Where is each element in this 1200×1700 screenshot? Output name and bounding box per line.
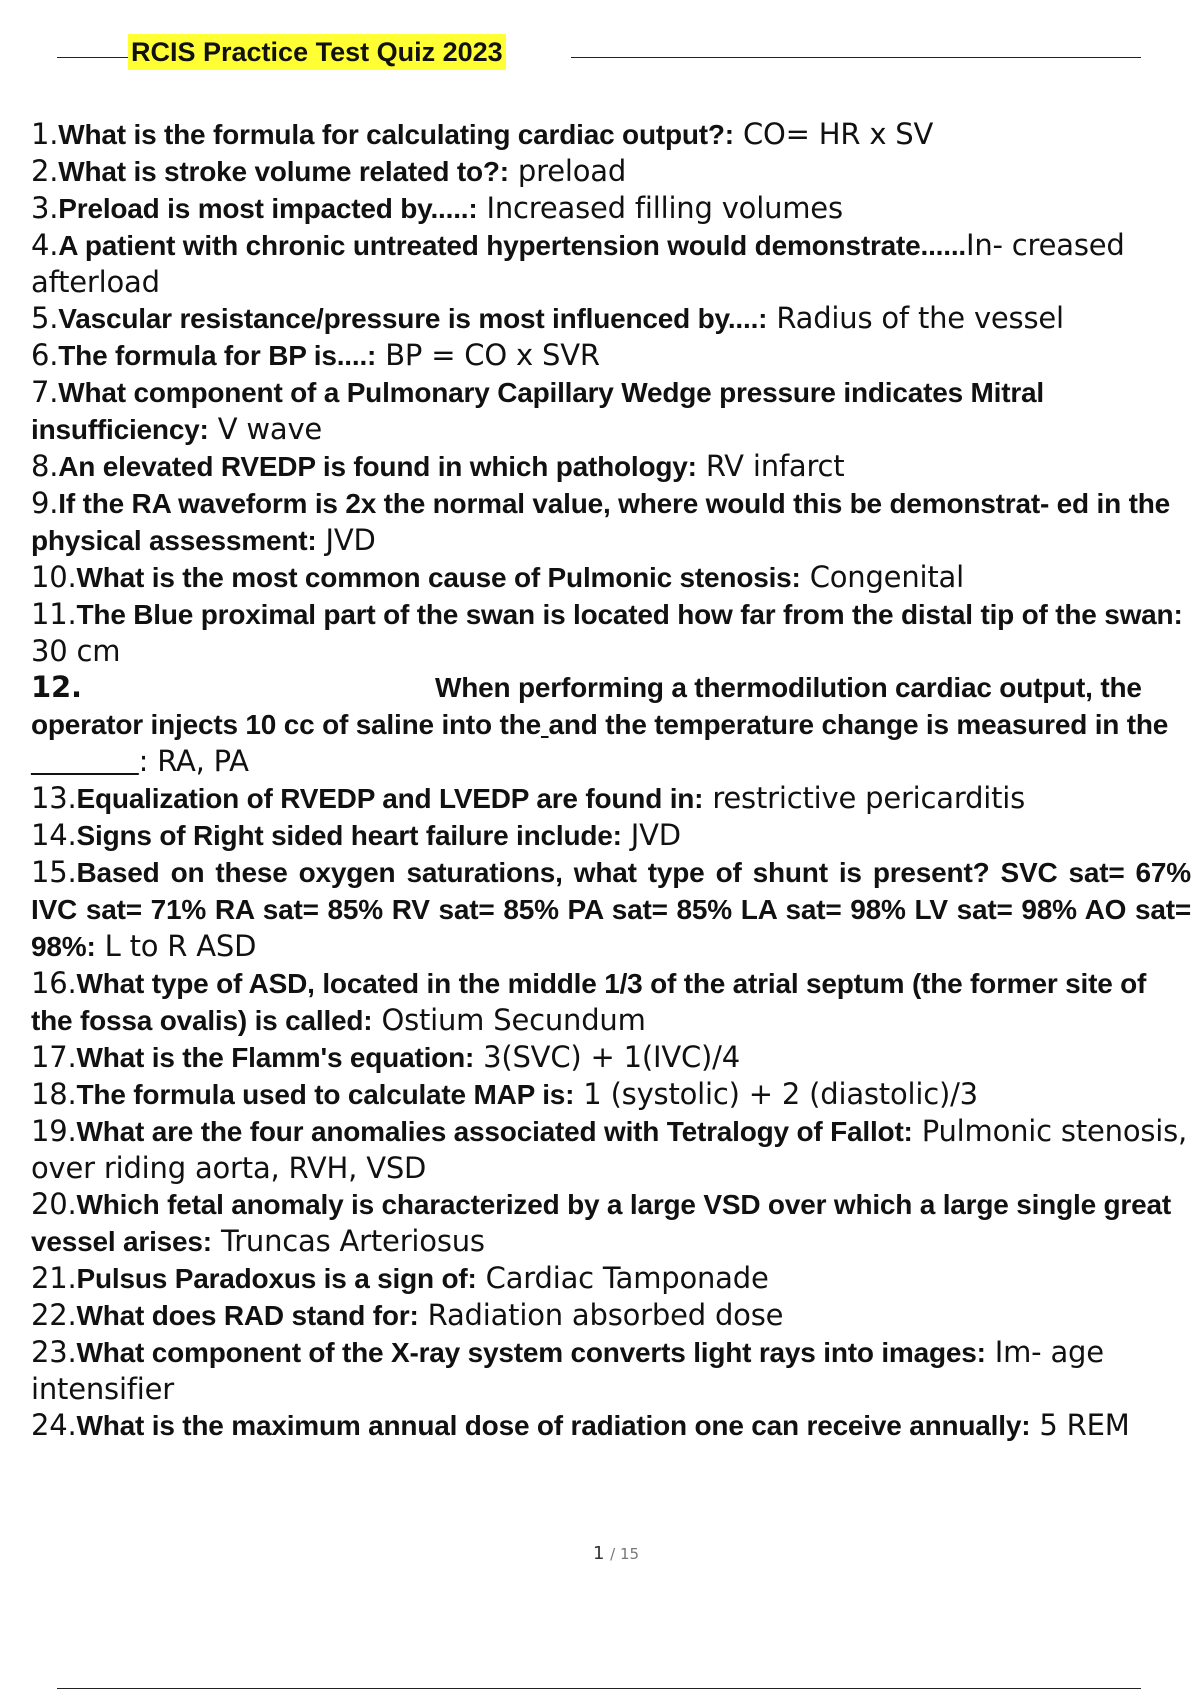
answer-text: Truncas Arteriosus [211,1224,485,1258]
answer-text: 30 cm [31,634,121,668]
question-number: 4. [31,228,59,262]
question-number: 12. [31,670,82,704]
question-text: The formula used to calculate MAP is: [76,1079,575,1110]
question-number: 3. [31,191,59,225]
question-number: 18. [31,1077,77,1111]
page-current: 1 [592,1543,605,1564]
answer-text: 1 (systolic) + 2 (diastolic)/3 [574,1077,978,1111]
answer-text: JVD [316,523,376,557]
answer-text: 5 REM [1030,1408,1130,1442]
question-number: 20. [31,1187,77,1221]
question-text: When performing a thermodilution cardiac output, the operator injects 10 cc of saline into the [31,672,1142,740]
question-item-8 [31,448,1191,485]
answer-text: Im- age intensifier [31,1335,1104,1406]
answer-text: : RA, PA [138,744,249,778]
question-item-20 [31,1186,1191,1260]
question-text-continued: and the temperature change is measured in the [548,709,1169,740]
question-item-9 [31,485,1191,559]
question-text: Which fetal anomaly is characterized by a large VSD over which a large single great vessel arises: [31,1189,1171,1257]
question-item-4 [31,227,1191,300]
question-text: What is stroke volume related to?: [58,156,509,187]
answer-text: Ostium Secundum [372,1003,646,1037]
question-item-12 [31,669,1191,780]
question-number: 8. [31,449,59,483]
title-rule-right [571,57,1141,58]
question-text: What component of a Pulmonary Capillary Wedge pressure indicates Mitral insufficiency: [31,377,1045,445]
question-text: What is the formula for calculating cardiac output?: [58,119,734,150]
question-item-1 [31,116,1191,153]
answer-text: Radius of the vessel [767,301,1064,335]
answer-text: In- creased afterload [31,228,1125,299]
question-number: 14. [31,818,77,852]
question-text: What does RAD stand for: [76,1300,419,1331]
question-text: Equalization of RVEDP and LVEDP are found in: [76,783,704,814]
question-item-18 [31,1076,1191,1113]
answer-blank [541,709,549,740]
question-number: 19. [31,1114,77,1148]
question-number: 16. [31,966,77,1000]
question-text: An elevated RVEDP is found in which pathology: [58,451,697,482]
answer-text: BP = CO x SVR [376,338,600,372]
question-item-5 [31,300,1191,337]
question-text: A patient with chronic untreated hypertension would demonstrate...... [58,230,966,261]
answer-text: Congenital [800,560,964,594]
answer-text: preload [508,154,627,188]
answer-text: RV infarct [696,449,845,483]
question-text: Signs of Right sided heart failure include: [76,820,622,851]
answer-blank: _______ [31,746,139,777]
question-text: The Blue proximal part of the swan is located how far from the distal tip of the swan: [76,599,1183,630]
question-text: The formula for BP is....: [58,340,377,371]
question-item-17 [31,1039,1191,1076]
question-text: If the RA waveform is 2x the normal value, where would this be demonstrat- ed in the physical assessment: [31,488,1170,556]
footer-rule [57,1688,1141,1689]
question-item-21 [31,1260,1191,1297]
question-text: Vascular resistance/pressure is most influenced by....: [58,303,768,334]
answer-text: V wave [208,412,323,446]
question-number: 22. [31,1298,77,1332]
answer-text: L to R ASD [95,929,257,963]
title-rule-left [57,57,129,58]
question-number: 9. [31,486,59,520]
question-number: 5. [31,301,59,335]
question-item-24 [31,1407,1191,1444]
question-item-3 [31,190,1191,227]
answer-text: 3(SVC) + 1(IVC)/4 [474,1040,740,1074]
question-number: 21. [31,1261,77,1295]
question-text: What type of ASD, located in the middle 1/3 of the atrial septum (the former site of the fossa ovalis) is called: [31,968,1147,1036]
document-title: RCIS Practice Test Quiz 2023 [128,34,506,70]
question-item-15 [31,854,1191,965]
question-text: Pulsus Paradoxus is a sign of: [76,1263,477,1294]
question-number: 6. [31,338,59,372]
question-item-16 [31,965,1191,1039]
question-text: Based on these oxygen saturations, what type of shunt is present? SVC sat= 67% IVC sat= 71% RA sat= 85% RV sat= 85% PA sat= 85% LA sat= 98% LV sat= 98% AO sat= 98%: [31,857,1191,962]
question-item-11 [31,596,1191,669]
question-text: What component of the X-ray system converts light rays into images: [76,1337,986,1368]
page-total: / 15 [610,1545,640,1563]
question-item-19 [31,1113,1191,1186]
answer-text: Cardiac Tamponade [476,1261,769,1295]
answer-text: Radiation absorbed dose [418,1298,784,1332]
question-number: 13. [31,781,77,815]
question-item-23 [31,1334,1191,1407]
answer-text: JVD [621,818,681,852]
question-number: 7. [31,375,59,409]
question-item-2 [31,153,1191,190]
question-number: 17. [31,1040,77,1074]
answer-text: Pulmonic stenosis, over riding aorta, RVH, VSD [31,1114,1188,1185]
question-item-7 [31,374,1191,448]
question-item-10 [31,559,1191,596]
page-number [0,1543,1200,1564]
question-text: What is the most common cause of Pulmonic stenosis: [76,562,801,593]
answer-text: CO= HR x SV [733,117,934,151]
question-number: 10. [31,560,77,594]
question-item-14 [31,817,1191,854]
question-text: What is the Flamm's equation: [76,1042,475,1073]
question-item-6 [31,337,1191,374]
question-number: 23. [31,1335,77,1369]
question-list [31,116,1191,1444]
question-number: 24. [31,1408,77,1442]
question-text: Preload is most impacted by.....: [58,193,478,224]
question-text: What is the maximum annual dose of radiation one can receive annually: [76,1410,1031,1441]
question-number: 11. [31,597,77,631]
question-text: What are the four anomalies associated with Tetralogy of Fallot: [76,1116,913,1147]
answer-text: Increased filling volumes [477,191,843,225]
answer-text: restrictive pericarditis [703,781,1026,815]
question-number: 1. [31,117,59,151]
question-item-22 [31,1297,1191,1334]
question-number: 2. [31,154,59,188]
question-item-13 [31,780,1191,817]
question-number: 15. [31,855,77,889]
